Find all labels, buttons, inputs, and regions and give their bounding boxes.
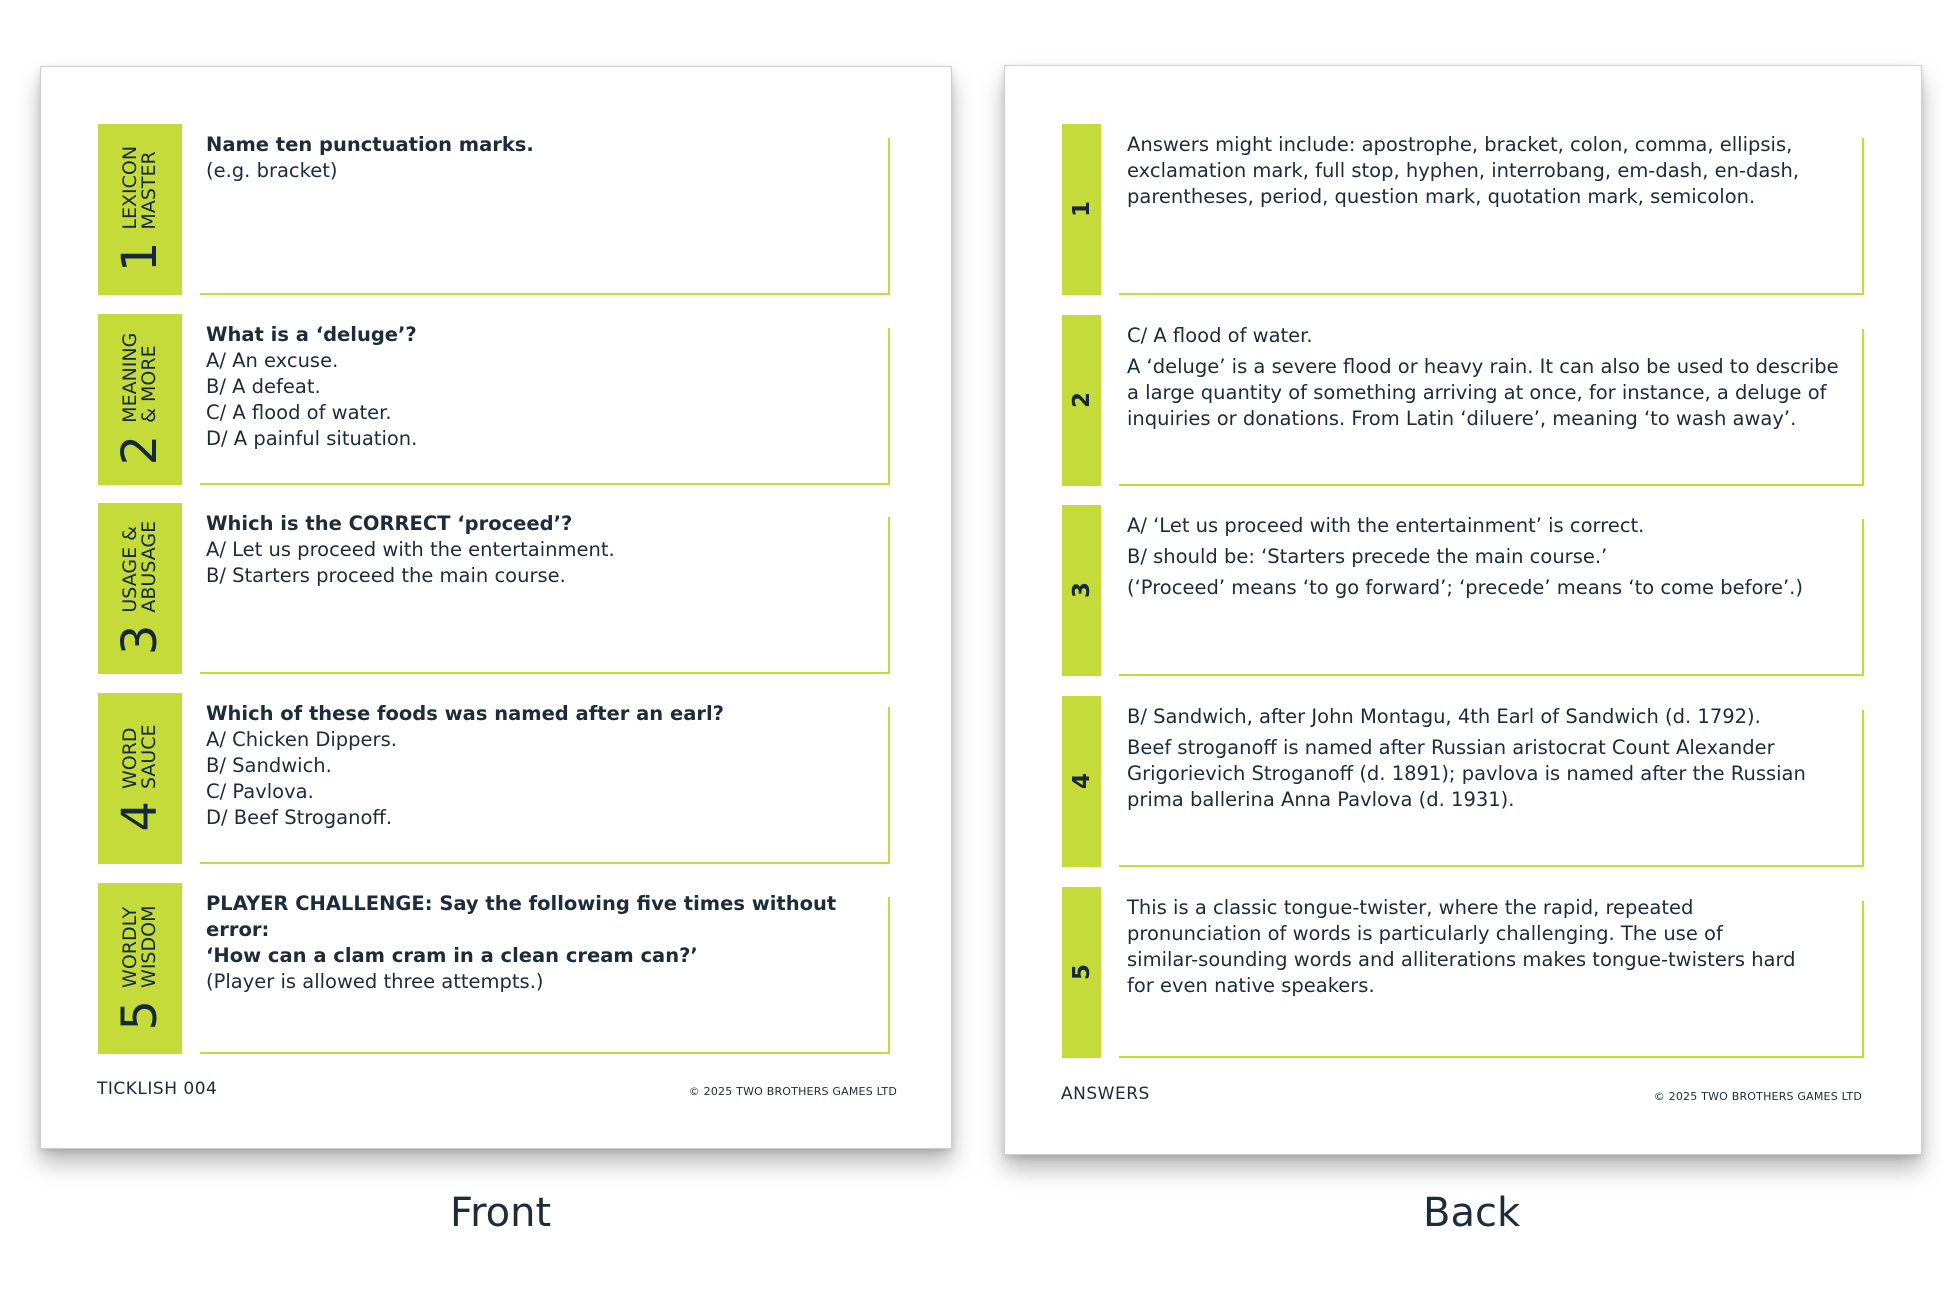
- category-label-line: MEANING: [118, 332, 141, 423]
- category-number: 4: [112, 801, 168, 832]
- question-option: C/ Pavlova.: [206, 780, 314, 803]
- question-heading: Which of these foods was named after an earl?: [206, 702, 724, 725]
- question-text: [206, 322, 876, 452]
- back-caption: Back: [1423, 1190, 1521, 1236]
- answer-line: inquiries or donations. From Latin ‘diluere’, meaning ‘to wash away’.: [1127, 407, 1797, 430]
- question-option: D/ Beef Stroganoff.: [206, 806, 393, 829]
- question-heading: PLAYER CHALLENGE: Say the following five times without error:: [206, 892, 837, 941]
- answer-tab: [1062, 124, 1101, 295]
- category-number: 3: [112, 624, 168, 656]
- category-label: [118, 145, 160, 230]
- question-option: (e.g. bracket): [206, 159, 338, 182]
- category-label: [118, 520, 160, 613]
- answer-line: pronunciation of words is particularly challenging. The use of: [1127, 922, 1723, 945]
- question-option: A/ Let us proceed with the entertainment.: [206, 538, 615, 561]
- category-number: 5: [112, 999, 168, 1031]
- answer-paragraph: [1127, 575, 1850, 601]
- question-option: (Player is allowed three attempts.): [206, 970, 544, 993]
- answer-line: similar-sounding words and alliterations makes tongue-twisters hard: [1127, 948, 1796, 971]
- category-tab-text: [98, 130, 182, 288]
- question-option: D/ A painful situation.: [206, 427, 418, 450]
- question-option: C/ A flood of water.: [206, 401, 392, 424]
- front-footer-copyright: © 2025 TWO BROTHERS GAMES LTD: [688, 1085, 897, 1098]
- answer-line: A ‘deluge’ is a severe flood or heavy rain. It can also be used to describe: [1127, 355, 1839, 378]
- category-tab: [98, 503, 182, 674]
- category-label-line: WORD: [118, 727, 141, 790]
- answer-paragraph: [1127, 544, 1850, 570]
- question-row: [98, 124, 890, 295]
- answer-tab-text: [1040, 130, 1124, 288]
- category-label-line: MASTER: [138, 151, 160, 230]
- question-row: [98, 693, 890, 864]
- answer-line: Beef stroganoff is named after Russian aristocrat Count Alexander: [1127, 736, 1775, 759]
- category-label-line: LEXICON: [118, 145, 141, 230]
- answer-paragraph: [1127, 895, 1850, 999]
- category-tab: [98, 124, 182, 295]
- answer-paragraph: [1127, 323, 1850, 349]
- answer-tab: [1062, 315, 1101, 486]
- question-heading: ‘How can a clam cram in a clean cream can?’: [206, 944, 698, 967]
- question-row: [98, 314, 890, 485]
- category-tab: [98, 693, 182, 864]
- back-footer-copyright: © 2025 TWO BROTHERS GAMES LTD: [1653, 1090, 1862, 1103]
- answer-line: prima ballerina Anna Pavlova (d. 1931).: [1127, 788, 1515, 811]
- front-caption: Front: [450, 1190, 552, 1236]
- answer-row: [1062, 315, 1864, 486]
- category-number: 1: [112, 241, 168, 273]
- answer-line: (‘Proceed’ means ‘to go forward’; ‘precede’ means ‘to come before’.): [1127, 576, 1803, 599]
- answer-row: [1062, 505, 1864, 676]
- answer-row: [1062, 124, 1864, 295]
- answer-line: parentheses, period, question mark, quotation mark, semicolon.: [1127, 185, 1756, 208]
- back-card: [1004, 65, 1922, 1155]
- answer-tab-text: [1040, 511, 1124, 669]
- back-footer-title: ANSWERS: [1061, 1084, 1150, 1104]
- answer-paragraph: [1127, 704, 1850, 730]
- answer-paragraph: [1127, 735, 1850, 813]
- answer-text: [1127, 323, 1850, 437]
- answer-text: [1127, 513, 1850, 606]
- answer-number: 5: [1068, 964, 1095, 981]
- question-option: A/ An excuse.: [206, 349, 339, 372]
- answer-tab-text: [1040, 321, 1124, 479]
- answer-text: [1127, 132, 1850, 215]
- category-label-line: SAUCE: [138, 724, 160, 790]
- question-text: [206, 701, 876, 831]
- answer-paragraph: [1127, 513, 1850, 539]
- answer-number: 3: [1068, 582, 1095, 599]
- category-tab: [98, 883, 182, 1054]
- front-card: [40, 66, 952, 1149]
- category-tab-text: [98, 889, 182, 1047]
- category-number: 2: [112, 434, 168, 466]
- question-option: B/ Starters proceed the main course.: [206, 564, 566, 587]
- answer-line: This is a classic tongue-twister, where the rapid, repeated: [1127, 896, 1694, 919]
- answer-number: 2: [1068, 392, 1095, 409]
- answer-tab: [1062, 696, 1101, 867]
- category-tab-text: [98, 699, 182, 857]
- answer-tab-text: [1040, 893, 1124, 1051]
- question-text: [206, 132, 876, 184]
- category-tab-text: [98, 320, 182, 478]
- category-label-line: ABUSAGE: [138, 520, 160, 613]
- category-label-line: & MORE: [138, 345, 160, 423]
- answer-line: exclamation mark, full stop, hyphen, interrobang, em-dash, en-dash,: [1127, 159, 1800, 182]
- question-heading: Name ten punctuation marks.: [206, 133, 534, 156]
- answer-line: for even native speakers.: [1127, 974, 1375, 997]
- answer-line: B/ Sandwich, after John Montagu, 4th Earl of Sandwich (d. 1792).: [1127, 705, 1761, 728]
- answer-line: Answers might include: apostrophe, bracket, colon, comma, ellipsis,: [1127, 133, 1793, 156]
- answer-paragraph: [1127, 354, 1850, 432]
- question-row: [98, 503, 890, 674]
- answer-row: [1062, 887, 1864, 1058]
- answer-number: 4: [1068, 773, 1095, 790]
- question-heading: Which is the CORRECT ‘proceed’?: [206, 512, 573, 535]
- question-option: B/ Sandwich.: [206, 754, 332, 777]
- question-text: [206, 511, 876, 589]
- category-label: [118, 724, 160, 790]
- question-heading: What is a ‘deluge’?: [206, 323, 417, 346]
- answer-paragraph: [1127, 132, 1850, 210]
- question-option: B/ A defeat.: [206, 375, 321, 398]
- answer-line: Grigorievich Stroganoff (d. 1891); pavlova is named after the Russian: [1127, 762, 1806, 785]
- answer-line: a large quantity of something arriving at once, for instance, a deluge of: [1127, 381, 1827, 404]
- answer-text: [1127, 704, 1850, 818]
- category-label: [118, 905, 160, 988]
- category-tab: [98, 314, 182, 485]
- category-tab-text: [98, 509, 182, 667]
- question-text: [206, 891, 876, 995]
- answer-row: [1062, 696, 1864, 867]
- answer-text: [1127, 895, 1850, 1004]
- category-label-line: WORDLY: [118, 906, 141, 988]
- category-label-line: WISDOM: [138, 905, 160, 988]
- answer-line: B/ should be: ‘Starters precede the main course.’: [1127, 545, 1608, 568]
- question-row: [98, 883, 890, 1054]
- answer-tab-text: [1040, 702, 1124, 860]
- answer-number: 1: [1068, 201, 1095, 218]
- answer-tab: [1062, 505, 1101, 676]
- answer-tab: [1062, 887, 1101, 1058]
- category-label: [118, 332, 160, 423]
- question-option: A/ Chicken Dippers.: [206, 728, 397, 751]
- category-label-line: USAGE &: [118, 526, 141, 613]
- front-footer-title: TICKLISH 004: [97, 1079, 218, 1099]
- answer-line: C/ A flood of water.: [1127, 324, 1313, 347]
- answer-line: A/ ‘Let us proceed with the entertainment’ is correct.: [1127, 514, 1645, 537]
